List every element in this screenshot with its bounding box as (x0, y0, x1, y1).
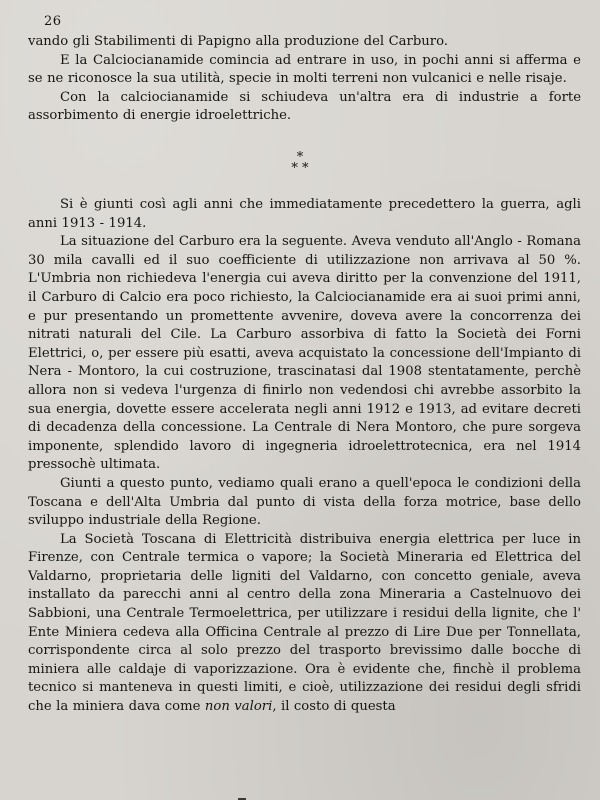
asterism-top: * (296, 150, 304, 165)
section-a-text (28, 33, 581, 126)
paragraph-text-after-italic: , il costo di questa (272, 699, 396, 715)
asterism-separator (0, 152, 600, 174)
paragraph-text-before-italic: La Società Toscana di Elettricità distribuiva energia elettrica per luce in Firenze, con Centrale termica o vapore; la Società Mineraria ed Elettrica del Valdarno, proprietaria delle ligniti del Valdarno, con concetto geniale, aveva installato da parecchi anni al centro della zona Mineraria a Castelnuovo dei Sabbioni, una Centrale Termoelettrica, per utilizzare i residui della lignite, che l' Ente Miniera cedeva alla Officina Centrale al prezzo di Lire Due per Tonnellata, corrispondente circa al solo prezzo del trasporto brevissimo dalle bocche di miniera alle caldaje di vaporizzazione. Ora è evidente che, finchè il problema tecnico si manteneva in questi limiti, e cioè, utilizzazione dei residui degli sfridi che la miniera dava come (28, 531, 581, 715)
section-b-text (28, 196, 581, 717)
paragraph-toscana-conditions: Giunti a questo punto, vediamo quali erano a quell'epoca le condizioni della Toscana e dell'Alta Umbria dal punto di vista della forza motrice, base dello sviluppo industriale della Regione. (28, 475, 581, 529)
paragraph-pre-war: Si è giunti così agli anni che immediatamente precedettero la guerra, agli anni 1913 - 1914. (28, 197, 581, 231)
asterism-bottom: * * (291, 161, 309, 176)
page-number: 26 (44, 14, 62, 29)
paragraph-calciocianamide: E la Calciocianamide comincia ad entrare in uso, in pochi anni si afferma e se ne riconosce la sua utilità, specie in molti terreni non vulcanici e nelle risaje. (28, 52, 581, 87)
paragraph-carburo-situation: La situazione del Carburo era la seguente. Aveva venduto all'Anglo - Romana 30 mila cavalli ed il suo coefficiente di utilizzazione non arrivava al 50 %. L'Umbria non richiedeva l'energia cui aveva diritto per la convenzione del 1911, il Carburo di Calcio era poco richiesto, la Calciocianamide era ai suoi primi anni, e pur presentando un promettente avvenire, doveva avere la concorrenza dei nitrati naturali del Cile. La Carburo assorbiva di fatto la Società dei Forni Elettrici, o, per essere più esatti, aveva acquistato la concessione dell'Impianto di Nera - Montoro, la cui costruzione, trascinatasi dal 1908 stentatamente, perchè allora non si vedeva l'urgenza di finirlo non vedendosi chi avrebbe assorbito la sua energia, dovette essere accelerata negli anni 1912 e 1913, ad evitare decreti di decadenza della concessione. La Centrale di Nera Montoro, che pure sorgeva imponente, splendido lavoro di ingegneria idroelettrotecnica, era nel 1914 pressochè ultimata. (28, 234, 581, 473)
paragraph-continuation: vando gli Stabilimenti di Papigno alla produzione del Carburo. (28, 34, 448, 49)
paragraph-new-era: Con la calciocianamide si schiudeva un'altra era di industrie a forte assorbimento di energie idroelettriche. (28, 89, 581, 124)
paragraph-societa-toscana (28, 531, 581, 717)
italic-phrase: non valori (204, 699, 273, 715)
